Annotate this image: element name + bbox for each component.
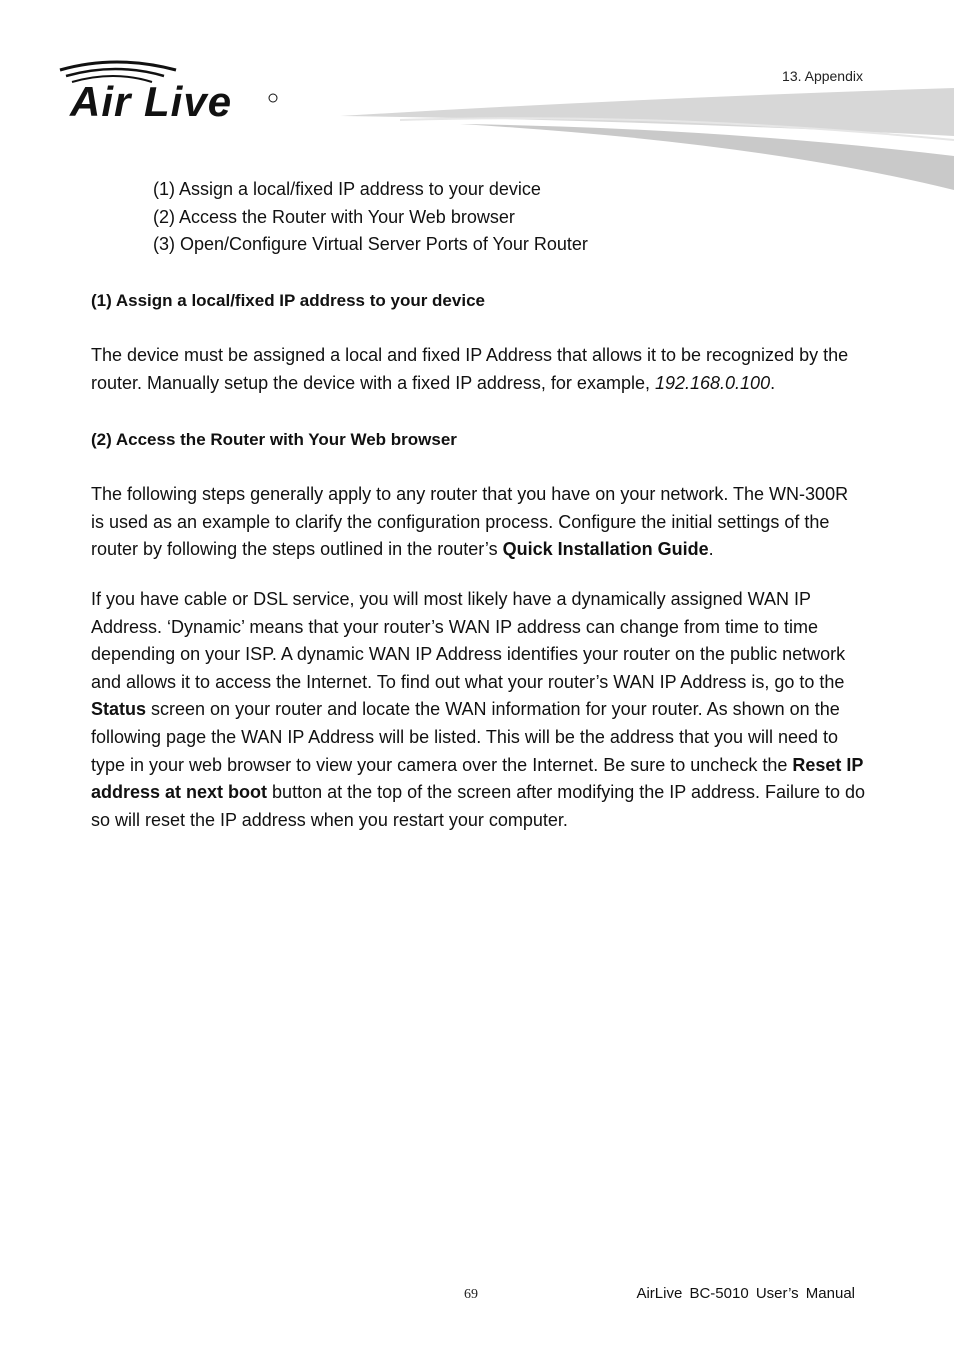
section-heading-2: (2) Access the Router with Your Web browser (91, 429, 457, 449)
section-title: 13. Appendix (782, 68, 863, 84)
toc-item: (2) Access the Router with Your Web browser (153, 206, 515, 227)
paragraph-end: . (770, 372, 776, 393)
bold-quick-install: Quick Installation Guide (502, 539, 709, 560)
paragraph-fixed-ip (91, 342, 866, 397)
paragraph-router-steps (91, 481, 866, 564)
paragraph-text: The following steps generally apply to any router that you have on your network. The WN-300R is used as an example to clarify the configuration process. Configure the initial settings of the router by following the steps outlined in the router’s (91, 484, 849, 560)
bold-reset-ip: Reset IP address at next boot (91, 754, 864, 803)
paragraph-end: . (708, 539, 714, 560)
bold-status: Status (91, 699, 147, 720)
airlive-logo (56, 56, 286, 126)
page-number: 69 (464, 1287, 478, 1302)
paragraph-text: button at the top of the screen after modifying the IP address. Failure to do so will reset the IP address when you restart your computer. (91, 782, 866, 830)
paragraph-text: The device must be assigned a local and fixed IP Address that allows it to be recognized by the router. Manually setup the device with a fixed IP address, for example, (91, 345, 849, 393)
section-heading-1: (1) Assign a local/fixed IP address to your device (91, 290, 485, 310)
svg-text:Air Live: Air Live (70, 78, 233, 125)
paragraph-wan-ip (91, 586, 866, 834)
page-content (91, 176, 866, 856)
example-ip: 192.168.0.100 (654, 372, 771, 393)
toc-item: (1) Assign a local/fixed IP address to your device (153, 179, 541, 199)
paragraph-text: screen on your router and locate the WAN information for your router. As shown on the following page the WAN IP Address will be listed. This will be the address that you will need to type in your web browser to view your camera over the Internet. Be sure to uncheck the (91, 699, 840, 775)
paragraph-text: If you have cable or DSL service, you will most likely have a dynamically assigned WAN IP Address. ‘Dynamic’ means that your router’s WAN IP address can change from time to time depending on your ISP. A dynamic WAN IP Address identifies your router on the public network and allows it to access the Internet. To find out what your router’s WAN IP Address is, go to the (91, 588, 846, 692)
toc-list (153, 176, 866, 259)
toc-item: (3) Open/Configure Virtual Server Ports of Your Router (153, 234, 588, 255)
manual-title: AirLive BC-5010 User’s Manual (636, 1285, 855, 1302)
